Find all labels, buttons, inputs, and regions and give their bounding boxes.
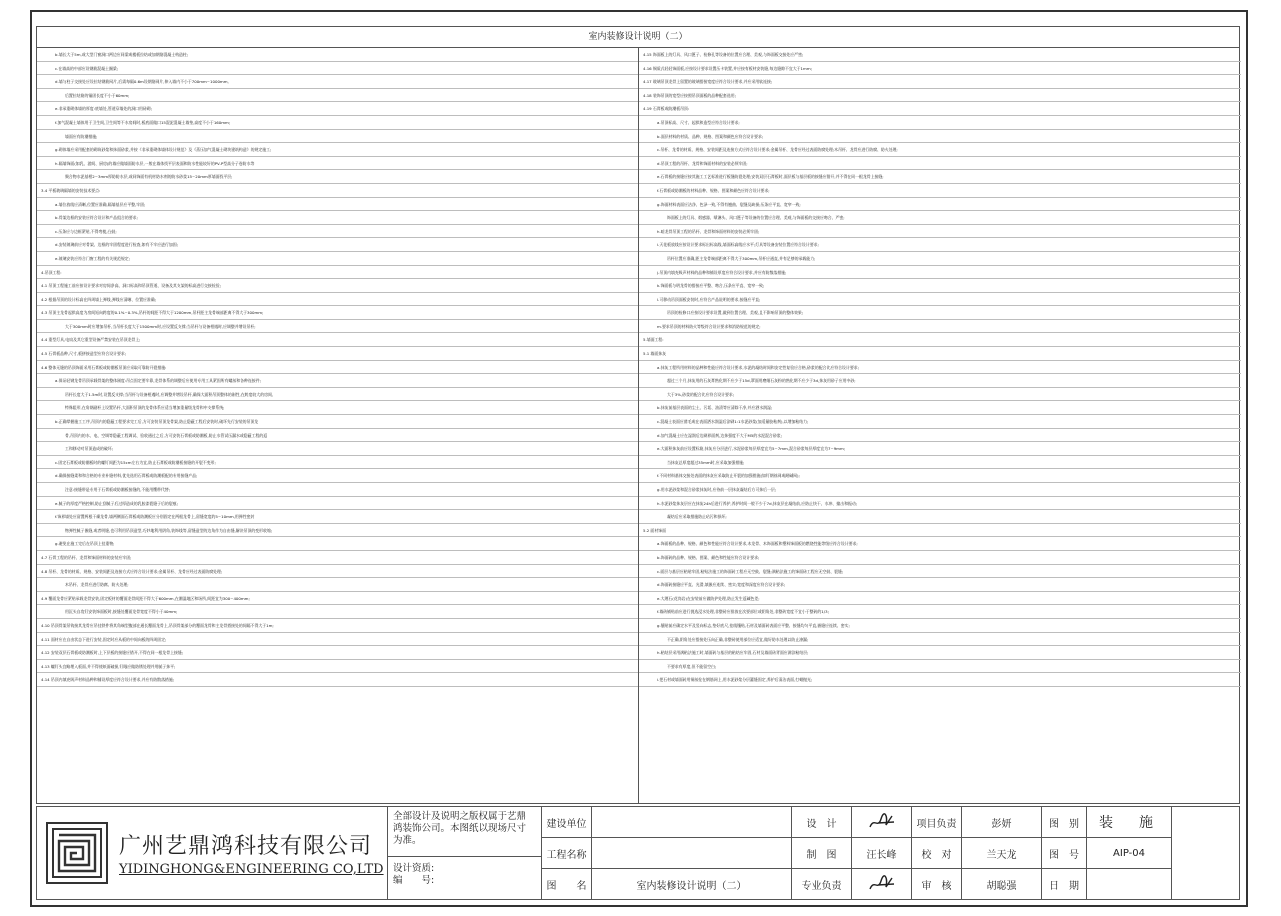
note-row: c.压条应与边框紧贴,不得弯棱,凸鼓; xyxy=(37,225,638,239)
note-row: g.镶贴前应确定水平及竖向标志,垫好底尺,挂线镶贴,石材及墙面砖表面应平整、接缝均匀平直,嵌缝应连续、密实; xyxy=(639,619,1241,633)
drawing-name-value: 室内装修设计说明（二） xyxy=(592,869,792,899)
note-row: 不要求有厚度,但不能留空白; xyxy=(639,660,1241,674)
note-row: 4.16 铜质式轻轻饰面板,应按设计要求设置压卡装置,并应按有板材安装缝,每边缝隙不宜大于1mm; xyxy=(639,62,1241,76)
drawing-name-label: 图 名 xyxy=(542,869,592,899)
construction-unit-label: 建设单位 xyxy=(542,807,592,838)
note-row: a.保证轻钢龙骨吊顶承载骨架的整体刚度:吊点固定要牢靠,龙骨体系的调整后应使用专用工具紧固所有螺丝和各种连接件; xyxy=(37,374,638,388)
note-row: 墙面应有防潮措施; xyxy=(37,130,638,144)
note-row: 4.19 石膏板或防潮板吊顶: xyxy=(639,102,1241,116)
note-row: b.墙长大于5m,或大型门窗洞口两边应同梁或楼板拉结或加钢筋混凝土构造柱; xyxy=(37,48,638,62)
note-row: 3.4 平板玻璃隔墙的安装技术要点: xyxy=(37,184,638,198)
category-label: 图 别 xyxy=(1042,807,1087,838)
page-title: 室内装修设计说明（二） xyxy=(37,27,1239,48)
company-logo-block xyxy=(37,807,388,899)
note-row: i.把石材或墙面砖用铜丝拴在钢筋网上,用水泥砂浆分层灌缝固定,养护后清洁表面,打蜡抛光; xyxy=(639,673,1241,687)
note-row: g.饰面材料表面应洁净、色泽一致,不得有翘曲、裂缝及缺损;压条应平直、宽窄一致; xyxy=(639,198,1241,212)
drawing-no-value: AIP-04 xyxy=(1087,838,1172,869)
note-row: b.正确掌握施工工序,吊顶内的隐蔽工程要求完工后,方可安装吊顶龙骨架,防止隐蔽工程后安装时,破坏先行安装的吊顶龙 xyxy=(37,415,638,429)
left-notes-column xyxy=(37,48,639,804)
note-row: c.固定石膏板或防潮板时的螺钉间距为15cm左右为宜,防止石膏板或防潮板接缝的开裂不变形; xyxy=(37,456,638,470)
note-row: f.饰界墙处应留置两根干燥龙骨,墙两侧面石膏板或防潮板应分别固定在两根龙骨上,留缝宽度约5~10mm,用弹性密封 xyxy=(37,510,638,524)
drafting-name: 汪长峰 xyxy=(852,838,912,869)
note-row: 5.1 墙面抹灰 xyxy=(639,347,1241,361)
designer-signature-icon xyxy=(868,813,896,831)
note-row: 注意:接缝带是专用于石膏板或防潮板接缝的,不能用绷带代替; xyxy=(37,483,638,497)
note-row: c.在墙高的中部应设钢筋混凝土圈梁; xyxy=(37,62,638,76)
note-row: e.石膏板的接缝应按其施工工艺标准进行板缝防裂处理;安装双层石膏板时,面层板与基层板的接缝应错开,并不得在同一根龙骨上接缝; xyxy=(639,170,1241,184)
note-row: 用沉头自攻钉安装饰面板时,接缝处覆面龙骨宽度不得小于40mm; xyxy=(37,605,638,619)
note-row: 4.7 石膏工程的吊杆、龙骨和饰面材料的安装应牢固; xyxy=(37,551,638,565)
note-row: j.吊顶内填充吸声材料的品种和铺设厚度应符合设计要求,并应有防散落措施; xyxy=(639,266,1241,280)
project-name-value xyxy=(592,838,792,869)
note-row: 4.3 吊顶主龙骨起拱高度为房间短向跨度的0.1%~0.3%,吊杆的间距不得大于1200mm,吊杆距主龙骨端部距离不得大于300mm; xyxy=(37,306,638,320)
note-row: h.暗龙骨吊顶工程的吊杆、龙骨和饰面材料的安装必须牢固; xyxy=(639,225,1241,239)
note-row: 超过三个月,抹灰用的石灰膏熟化期不应少于15d,罩面用磨细石灰粉的熟化期不应少于3d,抹灰用砂子应用中砂; xyxy=(639,374,1241,388)
check-label: 校 对 xyxy=(912,838,962,869)
note-row: m.要求吊顶的材料防火等级符合设计要求和消防规范的规定; xyxy=(639,320,1241,334)
note-row: e.大理石(花岗岩)在安装前应做防护处理,防止发生返碱色差; xyxy=(639,592,1241,606)
note-row: 5.2 面材饰面 xyxy=(639,524,1241,538)
note-row: g.砌体墙应采用配套的砌筑砂浆和抹面砂浆,并按《非承重砌体墙体设计规范》及《蒸压加气混凝土砌块建筑构造》的规定施工; xyxy=(37,143,638,157)
note-row: e.非承重砌体墙的厚度:底墙处,管道穿墙处的洞口用砖砌; xyxy=(37,102,638,116)
notes-table xyxy=(36,26,1240,804)
drawing-no-label: 图 号 xyxy=(1042,838,1087,869)
title-block xyxy=(36,806,1240,900)
note-row: 4.9 覆面龙骨应紧贴承载龙骨安装,固定板材的覆面龙骨间距不得大于600mm,在潮湿地区和场所,间距宜为300~400mm; xyxy=(37,592,638,606)
note-row: c.面层与基层应粘贴牢固,粘贴法施工的饰面砖工程应无空鼓、裂缝;满粘法施工的饰面砖工程应无空鼓、裂缝; xyxy=(639,565,1241,579)
note-row: d.饰面砖接缝应平直、光滑,填嵌应连续、密实;宽度和深度应符合设计要求; xyxy=(639,578,1241,592)
note-row: f.墙砖铺贴前应进行挑选浸水处理,非整砖应排放在次要部位或阴角处,非整砖宽度不宜小于整砖的1/3; xyxy=(639,605,1241,619)
note-row: 特殊阻形,在角钢副杆上设置吊杆,大面积吊顶的龙骨体系应适当增加重量级龙骨和中支撑系统; xyxy=(37,401,638,415)
number-label: 编 号: xyxy=(393,875,435,886)
note-row: 4.15 饰面板上的灯具、风口篦子、检修孔等设备的位置应合理、美观,与饰面板交接处应严密; xyxy=(639,48,1241,62)
note-row: 4.10 吊顶骨架吊钩接其龙骨应吊挂铁件将其角端型腹部在通长覆面龙骨上,吊顶骨架部分的覆面龙骨和主龙骨搭接处的间隔不得大于1m; xyxy=(37,619,638,633)
note-row: 物弹性腻子嵌缝,或者明缝,也可利用吊顶造型,巧妙地利用阴角,装饰线等,留缝造型的边角作为自由缝,解决吊顶的变形收缩; xyxy=(37,524,638,538)
note-row: 4.18 装饰吊顶的宽型应按照吊顶面板的品种配套选用; xyxy=(639,89,1241,103)
project-lead-name: 彭妍 xyxy=(962,807,1042,838)
note-row: g.避免在施工完后在吊顶上挂重物; xyxy=(37,537,638,551)
note-row: a.抹灰工程所用材料的品种和性能应符合设计要求,水泥的凝结时间和安定性复验应合格,砂浆的配合比应符合设计要求; xyxy=(639,361,1241,375)
note-row: c.混凝土表面应凿毛或在表面洒水润湿后涂刷1:1水泥砂浆(加适量胶粘剂),以增加粘结力; xyxy=(639,415,1241,429)
note-row: 不正确,阴角处应搭接处压向正确,非整砖使用部位应适宜,做好防水处理以防止渗漏; xyxy=(639,633,1241,647)
note-row: d.确保接缝柔和和合格的专业补缝材料,优先选用石膏板或防潮板配的专用接缝产品; xyxy=(37,469,638,483)
note-row: 4.2 根据吊顶的设计标高在四周墙上弹线,弹线应清晰、位置应准确; xyxy=(37,293,638,307)
note-row: a.吊顶标高、尺寸、起拱和造型应符合设计要求; xyxy=(639,116,1241,130)
review-label: 审 核 xyxy=(912,869,962,899)
review-name: 胡聪强 xyxy=(962,869,1042,899)
note-row: h.隔墙饰面(如乳、游间、厨房)的墙应做墙面防水层,一般在墙体找平层表面和防水性能较好的PV-P型高分子卷防水等 xyxy=(37,157,638,171)
note-row: 4.5 石膏板品种,尺寸,板拼接造型应符合设计要求; xyxy=(37,347,638,361)
note-row: 吊杆位置应准确,距主龙骨端部距离不得大于300mm,吊杆应通直,并有足够的承载能力; xyxy=(639,252,1241,266)
note-row: b.抹灰前基层表面的尘土、污垢、油渍等应清除干净,并应洒水润湿; xyxy=(639,401,1241,415)
title-block-grid xyxy=(542,807,1239,899)
specialty-lead-label: 专业负责 xyxy=(792,869,852,899)
note-row: b.骨架边框的安装应符合设计和产品组合的要求; xyxy=(37,211,638,225)
note-row: 木吊杆、龙骨应进行防腐、防火处理; xyxy=(37,578,638,592)
drafting-label: 制 图 xyxy=(792,838,852,869)
note-row: 5.墙面工程: xyxy=(639,333,1241,347)
note-row: a.墙位放线应清晰,位置应准确,隔墙基层应平整,牢固; xyxy=(37,198,638,212)
company-logo-icon xyxy=(45,821,109,885)
note-row: f.不同材料基体交接处表面的抹灰应采取防止开裂的加强措施(如钉钢丝网或耐碱网); xyxy=(639,469,1241,483)
note-row: h.粘结层采用满粘法施工时,墙面砖与基层的粘结应牢固,石材及墙面砖背面应满涂粘结层; xyxy=(639,646,1241,660)
date-value xyxy=(1087,869,1172,899)
note-row: 骨,吊顶内的水、电、空调等隐蔽工程调试、验收通过之后,方可安装石膏板或防潮板,防止水管试压漏水或隐蔽工程的返 xyxy=(37,429,638,443)
note-row: c.吊杆、龙骨的材质、规格、安装间距及连接方式应符合设计要求;金属吊杆、龙骨应经过表面防腐处理;木吊杆、龙骨应进行防腐、防火处理; xyxy=(639,143,1241,157)
note-row: d.安装玻璃前应对骨架、边框的牢固程度进行检查,如有不牢应进行加固; xyxy=(37,238,638,252)
design-label: 设 计 xyxy=(792,807,852,838)
note-row: b.面层材料的材质、品种、规格、图案和颜色应符合设计要求; xyxy=(639,130,1241,144)
construction-unit-value xyxy=(592,807,792,838)
date-label: 日 期 xyxy=(1042,869,1087,899)
note-row: 聚合物水泥基相2~3mm厚防防水层,或同饰面有机材防水剂的防水砂浆15~20mm厚墙面找平层; xyxy=(37,170,638,184)
note-row: 4.吊顶工程: xyxy=(37,266,638,280)
company-name-cn: 广州艺鼎鸿科技有限公司 xyxy=(119,834,373,859)
note-row: 4.8 吊杆、龙骨的材质、规格、安装间距及连接方式应符合设计要求;金属吊杆、龙骨应经过表面防腐处理; xyxy=(37,565,638,579)
right-notes-column xyxy=(639,48,1241,804)
note-row: e.大面积抹灰前应设置标筋,抹灰应分层进行,水泥砂浆每层厚度宜为5~7mm,混合砂浆每层厚度宜为7~9mm; xyxy=(639,442,1241,456)
note-row: d.墙与柱子交接处应设拉结钢筋网片,后需每隔0.6m设钢筋网片,伸入墙内不小于700mm~1000mm, xyxy=(37,75,638,89)
category-value: 装 施 xyxy=(1087,807,1172,838)
note-row: d.吊顶工程的吊杆、龙骨和饰面材料的安装必须牢固; xyxy=(639,157,1241,171)
design-signature xyxy=(852,807,912,838)
note-row: 凝结后应采取措施防止玷污和损坏; xyxy=(639,510,1241,524)
project-lead-label: 项目负责 xyxy=(912,807,962,838)
note-row: 当抹灰总厚度超过35mm时,应采取加强措施; xyxy=(639,456,1241,470)
note-row: b.饰面砖的品种、规格、图案、颜色和性能应符合设计要求; xyxy=(639,551,1241,565)
note-row: 吊杆长度大于1.5m时,设置反支撑;当吊杆与设备相遇时,应调整并增设吊杆,确保大面积吊顶整体的刚性,在跨度较大的房间, xyxy=(37,388,638,402)
note-row: 饰面板上的灯具、烟感器、喷淋头、风口篦子等设备的位置应合理、美观,与饰面板的交接应吻合、严密; xyxy=(639,211,1241,225)
specialty-lead-signature xyxy=(852,869,912,899)
note-row: a.饰面板的品种、规格、颜色和性能应符合设计要求,木龙骨、木饰面板和塑料饰面板的燃烧性能等级应符合设计要求; xyxy=(639,537,1241,551)
note-row: l.可移动吊顶面板安装时,应符合产品说明的要求,接缝应平直; xyxy=(639,293,1241,307)
note-row: 4.11 面材应在自由状态下进行安装,固定时应从板的中间向板的四周固定; xyxy=(37,633,638,647)
note-row: 吊顶的检修口应按设计要求设置,做到位置合理、美观,且不影响吊顶的整体效果; xyxy=(639,306,1241,320)
note-row: d.加气混凝土应在湿润后边刷界面剂,边抹强度不大于M5的水泥混合砂浆; xyxy=(639,429,1241,443)
project-name-label: 工程名称 xyxy=(542,838,592,869)
note-row: 后置拉结筋的锚固长度不小于60mm; xyxy=(37,89,638,103)
blank-cell xyxy=(1172,807,1239,899)
copyright-notice: 全部设计及说明之版权属于艺鼎鸿装饰公司。本图纸以现场尺寸为准。 xyxy=(387,807,542,857)
design-qualification-label: 设计资质: xyxy=(393,863,435,874)
specialty-lead-signature-icon xyxy=(868,875,896,893)
note-row: i.天花板放线应按设计要求标出标高线,墙面标高线应水平;灯具等设备安装位置应符合设计要求; xyxy=(639,238,1241,252)
note-row: 大于300mm时应增加吊杆,当吊杆长度大于1500mm时,应设置反支撑;当吊杆与设备相遇时,应调整并增设吊杆; xyxy=(37,320,638,334)
note-row: 4.4 重型灯具,电扇及其它重型设备严禁安装在吊顶龙骨上; xyxy=(37,333,638,347)
note-row: 4.14 吊顶内填充吸声材料品种和铺设厚度应符合设计要求,并应有防散落措施; xyxy=(37,673,638,687)
note-row: g.用水泥砂浆和混合砂浆抹灰时,应待前一层抹灰凝结后方可抹后一层; xyxy=(639,483,1241,497)
note-row: h.水泥砂浆抹灰层应在抹灰24h后进行养护,养护时间一般不少于7d,抹灰层在凝结前,应防止快干、水冲、撞击和振动; xyxy=(639,497,1241,511)
company-name-en: YIDINGHONG&ENGINEERING CO,LTD xyxy=(119,862,384,877)
check-name: 兰天龙 xyxy=(962,838,1042,869)
note-row: 4.1 吊顶工程施工前应按设计要求对房间净高、洞口标高和吊顶管道、设备及其支架的标高进行交接检验; xyxy=(37,279,638,293)
note-row: 工和移动对吊顶造成的破坏; xyxy=(37,442,638,456)
note-row: 4.13 螺钉头宜略埋入板面,并不得使纸面破损,钉眼应做防锈处理并用腻子抹平; xyxy=(37,660,638,674)
note-row: k.饰面板与明龙骨的搭接应平整、吻合,压条应平直、宽窄一致; xyxy=(639,279,1241,293)
note-row: e.玻璃安装应符合门窗工程的有关规范规定; xyxy=(37,252,638,266)
note-row: 大于3%,砂浆的配合比应符合设计要求; xyxy=(639,388,1241,402)
note-row: f.加气混凝土墙体用于卫生间,卫生间等不水房间时,板底面做口15混泥混凝土墙垫,高度不小于160mm; xyxy=(37,116,638,130)
design-info xyxy=(387,857,542,899)
note-row: 4.17 玻璃吊顶龙骨上留置的玻璃搭接宽度应符合设计要求,并应采用软连接; xyxy=(639,75,1241,89)
note-row: f.石膏板或防潮板的材料品种、规格、图案和颜色应符合设计要求; xyxy=(639,184,1241,198)
note-row: 4.12 安装双层石膏板或防潮板时,上下层板的接缝应错开,不得在同一根龙骨上接缝; xyxy=(37,646,638,660)
note-row: e.腻子的厚度严格控制,防止刮腻子后过厚造成的乳胶漆裂缝子后的裂痕; xyxy=(37,497,638,511)
note-row: 4.6 整体无缝的吊顶饰面采用石膏板或防潮板吊顶应采取可靠防开裂措施: xyxy=(37,361,638,375)
